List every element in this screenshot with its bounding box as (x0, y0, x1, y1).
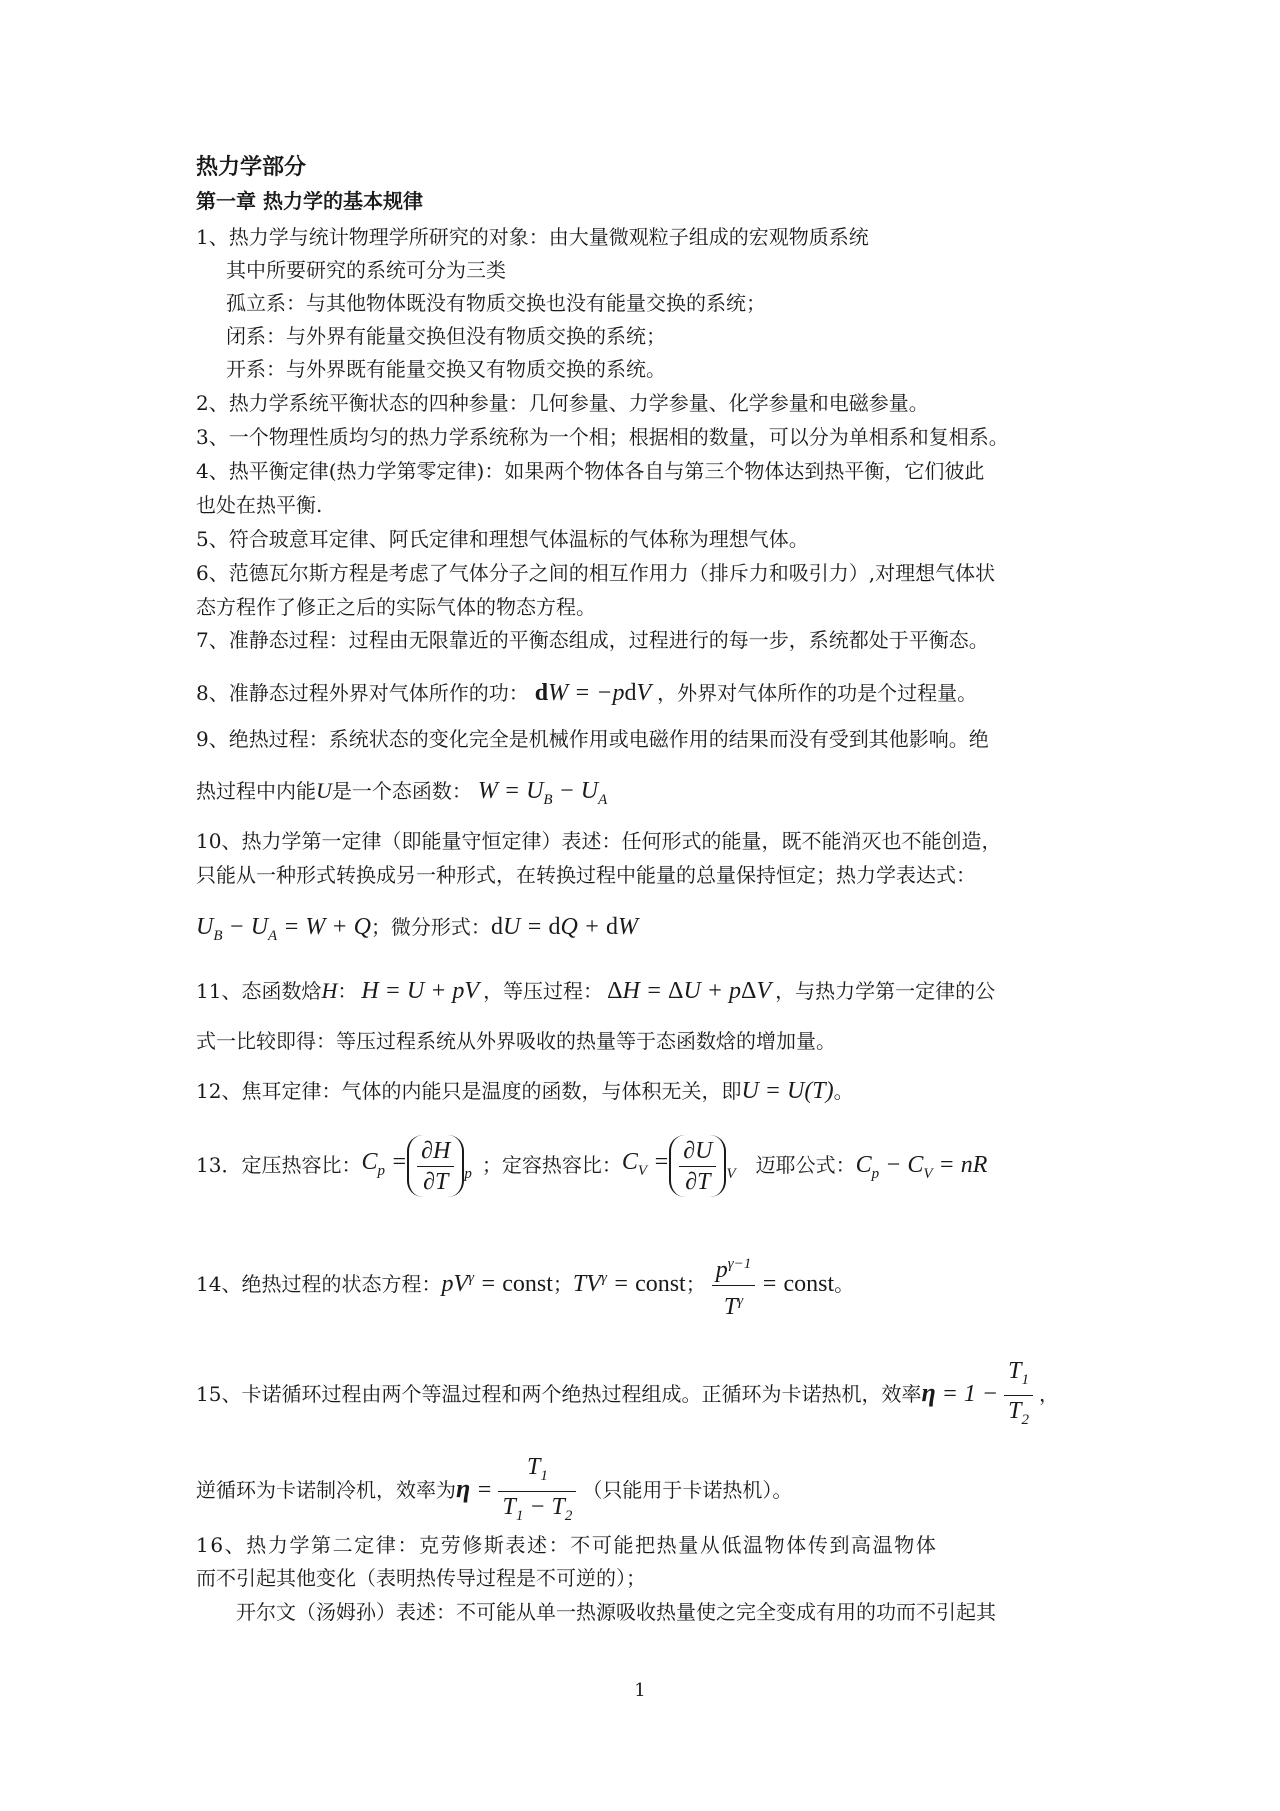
formula-adiabatic-tv: $TV^\gamma$ = const (572, 1270, 686, 1297)
formula-mayer: $C_p - C_V$ = nR (855, 1151, 988, 1182)
formula-cp: $C_p$ = $\frac{\partial H}{\partial T}$ $_p$ (361, 1152, 471, 1178)
item-1-closed: 闭系：与外界有能量交换但没有物质交换的系统； (226, 324, 666, 348)
formula-cv: $C_V$ = $\frac{\partial U}{\partial T}$ $_V$ (622, 1152, 736, 1178)
chapter-heading: 第一章 热力学的基本规律 (196, 189, 423, 213)
item-1-systems: 其中所要研究的系统可分为三类 (226, 258, 506, 282)
item-11-line1: 11、态函数焓H： H = U + pV ，等压过程： ΔH = ΔU + pΔV ，与热力学第一定律的公 (196, 978, 996, 1004)
formula-carnot-efficiency: η = 1 − $\frac{T_1}{T_2}$ (921, 1381, 1039, 1407)
item-16-line3: 开尔文（汤姆孙）表述：不可能从单一热源吸收热量使之完全变成有用的功而不引起其 (236, 1600, 996, 1624)
item-4-line1: 4、热平衡定律(热力学第零定律)：如果两个物体各自与第三个物体达到热平衡，它们彼此 (196, 459, 985, 483)
item-3: 3、一个物理性质均匀的热力学系统称为一个相；根据相的数量，可以分为单相系和复相系。 (196, 425, 1009, 449)
section-title: 热力学部分 (196, 154, 307, 180)
item-1: 1、热力学与统计物理学所研究的对象：由大量微观粒子组成的宏观物质系统 (196, 225, 869, 249)
item-10-line3: $U_B - U_A = W + Q$；微分形式：dU = dQ + dW (196, 914, 638, 944)
item-16-line2: 而不引起其他变化（表明热传导过程是不可逆的）； (196, 1566, 646, 1590)
item-8: 8、准静态过程外界对气体所作的功： dW = −pdV ，外界对气体所作的功是个过程量。 (196, 680, 978, 706)
item-1-open: 开系：与外界既有能量交换又有物质交换的系统。 (226, 357, 666, 381)
item-14: 14、绝热过程的状态方程：$pV^\gamma$ = const；$TV^\gamma$ = const； $\frac{p^{\gamma-1}}{T^\gamma}$ = const。 (196, 1248, 854, 1322)
formula-joule: U = U(T) (741, 1078, 834, 1104)
item-6-line1: 6、范德瓦尔斯方程是考虑了气体分子之间的相互作用力（排斥力和吸引力）,对理想气体状 (196, 561, 996, 585)
item-11-line2: 式一比较即得：等压过程系统从外界吸收的热量等于态函数焓的增加量。 (196, 1029, 836, 1053)
item-15-line1: 15、卡诺循环过程由两个等温过程和两个绝热过程组成。正循环为卡诺热机，效率η = 1 − $\frac{T_1}{T_2}$ ， (196, 1358, 1059, 1428)
item-16-line1: 16、热力学第二定律：克劳修斯表述：不可能把热量从低温物体传到高温物体 (196, 1533, 938, 1557)
item-6-line2: 态方程作了修正之后的实际气体的物态方程。 (196, 595, 596, 619)
item-1-isolated: 孤立系：与其他物体既没有物质交换也没有能量交换的系统； (226, 291, 766, 315)
formula-adiabatic-pt: $\frac{p^{\gamma-1}}{T^\gamma}$ = const (706, 1271, 834, 1297)
page-number: 1 (634, 1680, 646, 1701)
formula-differential: dU = dQ + dW (490, 914, 638, 940)
item-9-line2: 热过程中内能U是一个态函数： $W = U_B - U_A$ (196, 778, 608, 808)
item-2: 2、热力学系统平衡状态的四种参量：几何参量、力学参量、化学参量和电磁参量。 (196, 391, 929, 415)
item-10-line1: 10、热力学第一定律（即能量守恒定律）表述：任何形式的能量，既不能消灭也不能创造， (196, 829, 1002, 853)
item-10-line2: 只能从一种形式转换成另一种形式，在转换过程中能量的总量保持恒定；热力学表达式： (196, 863, 976, 887)
formula-carnot-refrigerator: η = $\frac{T_1}{T_1 - T_2}$ (456, 1477, 582, 1503)
formula-adiabatic-state: $pV^\gamma$ = const (441, 1270, 553, 1297)
item-15-line2: 逆循环为卡诺制冷机，效率为η = $\frac{T_1}{T_1 - T_2}$ （只能用于卡诺热机）。 (196, 1454, 793, 1524)
item-7: 7、准静态过程：过程由无限靠近的平衡态组成，过程进行的每一步，系统都处于平衡态。 (196, 628, 989, 652)
item-5: 5、符合玻意耳定律、阿氏定律和理想气体温标的气体称为理想气体。 (196, 527, 809, 551)
formula-enthalpy: H = U + pV (361, 978, 480, 1004)
formula-isobaric: ΔH = ΔU + pΔV (607, 978, 772, 1004)
formula-first-law: $U_B - U_A = W + Q$ (196, 914, 371, 944)
item-12: 12、焦耳定律：气体的内能只是温度的函数，与体积无关，即U = U(T)。 (196, 1078, 854, 1104)
formula-work: dW = −pdV (534, 680, 652, 706)
item-4-line2: 也处在热平衡. (196, 493, 323, 517)
item-9-line1: 9、绝热过程：系统状态的变化完全是机械作用或电磁作用的结果而没有受到其他影响。绝 (196, 727, 989, 751)
item-13: 13．定压热容比：$C_p$ = $\frac{\partial H}{\partial T}$ $_p$ ；定容热容比：$C_V$ = $\frac{\partial U}{\partial T}$ $_V$ 迈耶公式：$C_p - C_V$ = nR (196, 1132, 987, 1204)
formula-adiabatic-work: $W = U_B - U_A$ (477, 778, 608, 808)
